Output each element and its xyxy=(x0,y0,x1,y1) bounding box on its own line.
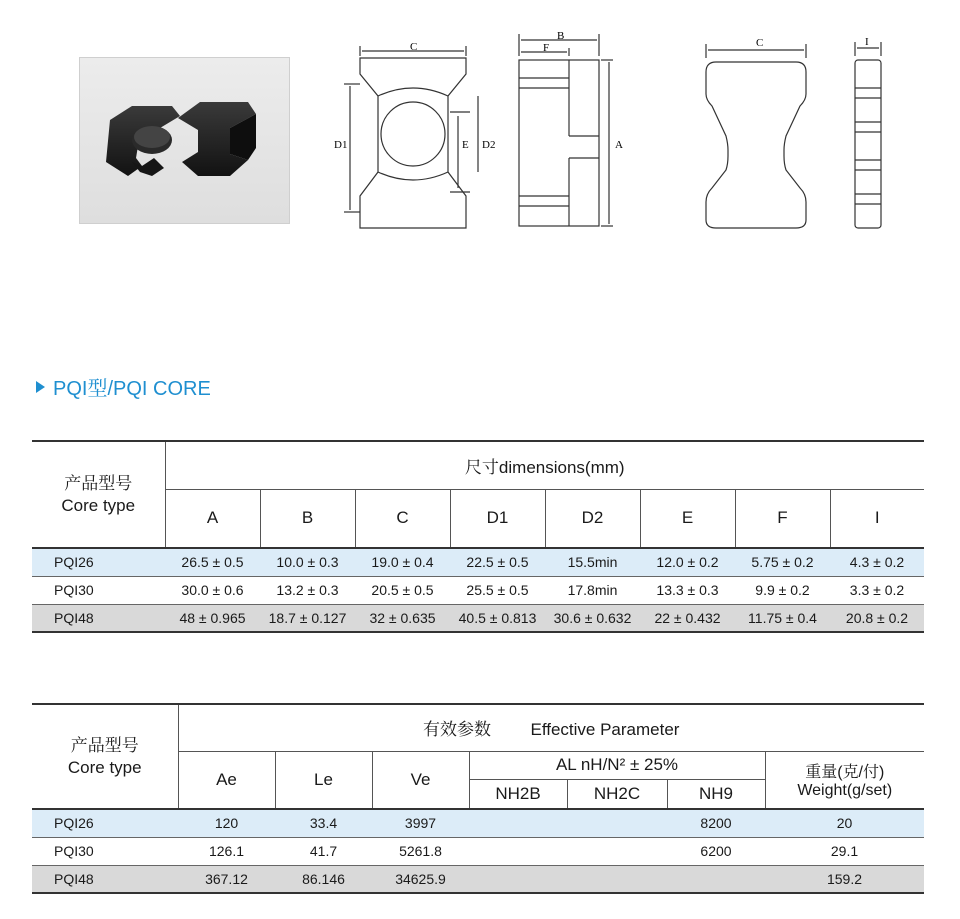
cell-i: 3.3 ± 0.2 xyxy=(830,576,924,604)
cell-d2: 30.6 ± 0.632 xyxy=(545,604,640,632)
cell-e: 12.0 ± 0.2 xyxy=(640,548,735,576)
cell-a: 26.5 ± 0.5 xyxy=(165,548,260,576)
table-row xyxy=(32,576,924,604)
cell-ve: 34625.9 xyxy=(372,865,469,893)
weight-en: Weight(g/set) xyxy=(797,782,893,800)
cell-ve: 5261.8 xyxy=(372,837,469,865)
col-nh2b: NH2B xyxy=(469,779,567,809)
col-i: I xyxy=(830,489,924,548)
cell-nh9 xyxy=(667,865,765,893)
table-row xyxy=(32,604,924,632)
cell-d2: 17.8min xyxy=(545,576,640,604)
triangle-bullet-icon xyxy=(36,381,45,393)
effective-group-header xyxy=(178,704,924,751)
cell-a: 30.0 ± 0.6 xyxy=(165,576,260,604)
side-label-b: B xyxy=(557,30,565,42)
row-core-name: PQI26 xyxy=(32,548,165,576)
table-row xyxy=(32,837,924,865)
cell-f: 11.75 ± 0.4 xyxy=(735,604,830,632)
col-d1: D1 xyxy=(450,489,545,548)
cell-f: 9.9 ± 0.2 xyxy=(735,576,830,604)
col-d2: D2 xyxy=(545,489,640,548)
side-label-f: F xyxy=(543,42,550,54)
cell-ae: 367.12 xyxy=(178,865,275,893)
cell-b: 10.0 ± 0.3 xyxy=(260,548,355,576)
dimensions-table xyxy=(32,440,924,633)
edge-label-i: I xyxy=(865,36,869,48)
edge-view-drawing xyxy=(845,36,895,236)
col-le: Le xyxy=(275,751,372,809)
table-row xyxy=(32,548,924,576)
cell-weight: 159.2 xyxy=(765,865,924,893)
cell-a: 48 ± 0.965 xyxy=(165,604,260,632)
front-label-d1: D1 xyxy=(334,139,348,151)
cell-b: 13.2 ± 0.3 xyxy=(260,576,355,604)
cell-i: 20.8 ± 0.2 xyxy=(830,604,924,632)
front-view-drawing xyxy=(330,36,500,236)
top-label-c: C xyxy=(756,37,764,49)
row-core-name: PQI48 xyxy=(32,604,165,632)
cell-le: 86.146 xyxy=(275,865,372,893)
col-a: A xyxy=(165,489,260,548)
effective-header-en: Effective Parameter xyxy=(530,720,680,740)
cell-nh2c xyxy=(567,865,667,893)
cell-d1: 22.5 ± 0.5 xyxy=(450,548,545,576)
col-nh9: NH9 xyxy=(667,779,765,809)
col-ae: Ae xyxy=(178,751,275,809)
top-view-drawing xyxy=(690,36,830,236)
front-label-d2: D2 xyxy=(482,139,496,151)
core-type-en-2: Core type xyxy=(67,757,142,777)
section-title-text: PQI型/PQI CORE xyxy=(53,378,211,400)
cell-nh2b xyxy=(469,809,567,837)
cell-f: 5.75 ± 0.2 xyxy=(735,548,830,576)
cell-e: 22 ± 0.432 xyxy=(640,604,735,632)
row-core-name: PQI26 xyxy=(32,809,178,837)
col-c: C xyxy=(355,489,450,548)
cell-e: 13.3 ± 0.3 xyxy=(640,576,735,604)
cell-nh2b xyxy=(469,865,567,893)
cell-weight: 29.1 xyxy=(765,837,924,865)
cell-d1: 40.5 ± 0.813 xyxy=(450,604,545,632)
dimensions-group-header: 尺寸dimensions(mm) xyxy=(165,441,924,489)
cell-weight: 20 xyxy=(765,809,924,837)
col-f: F xyxy=(735,489,830,548)
cell-ae: 120 xyxy=(178,809,275,837)
col-e: E xyxy=(640,489,735,548)
col-nh2c: NH2C xyxy=(567,779,667,809)
cell-nh2c xyxy=(567,837,667,865)
core-type-en: Core type xyxy=(61,495,136,515)
cell-nh2b xyxy=(469,837,567,865)
cell-d2: 15.5min xyxy=(545,548,640,576)
core-photo xyxy=(79,57,290,224)
table-row xyxy=(32,865,924,893)
core-type-cn-2: 产品型号 xyxy=(70,735,139,755)
cell-i: 4.3 ± 0.2 xyxy=(830,548,924,576)
row-core-name: PQI30 xyxy=(32,576,165,604)
section-title xyxy=(36,372,211,401)
weight-header xyxy=(765,751,924,809)
core-type-header xyxy=(32,441,165,548)
col-b: B xyxy=(260,489,355,548)
core-type-cn: 产品型号 xyxy=(64,473,133,493)
effective-parameter-table xyxy=(32,703,924,894)
side-label-a: A xyxy=(615,139,623,151)
side-view-drawing xyxy=(505,30,635,230)
cell-b: 18.7 ± 0.127 xyxy=(260,604,355,632)
front-label-c: C xyxy=(410,41,418,53)
cell-nh9: 8200 xyxy=(667,809,765,837)
core-type-header-2 xyxy=(32,704,178,809)
cell-ae: 126.1 xyxy=(178,837,275,865)
front-label-e: E xyxy=(462,139,469,151)
cell-c: 20.5 ± 0.5 xyxy=(355,576,450,604)
cell-le: 41.7 xyxy=(275,837,372,865)
cell-le: 33.4 xyxy=(275,809,372,837)
col-ve: Ve xyxy=(372,751,469,809)
row-core-name: PQI48 xyxy=(32,865,178,893)
table-row xyxy=(32,809,924,837)
cell-d1: 25.5 ± 0.5 xyxy=(450,576,545,604)
effective-header-cn: 有效参数 xyxy=(423,720,492,740)
al-header: AL nH/N² ± 25% xyxy=(469,751,765,779)
row-core-name: PQI30 xyxy=(32,837,178,865)
cell-c: 19.0 ± 0.4 xyxy=(355,548,450,576)
cell-c: 32 ± 0.635 xyxy=(355,604,450,632)
cell-nh2c xyxy=(567,809,667,837)
weight-cn: 重量(克/付) xyxy=(805,764,885,782)
cell-nh9: 6200 xyxy=(667,837,765,865)
cell-ve: 3997 xyxy=(372,809,469,837)
